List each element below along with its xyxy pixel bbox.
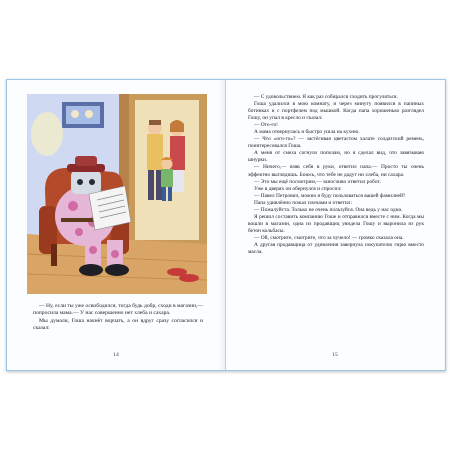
paragraph: — Пожалуйста. Только не очень пользуйся. Она ведь у нас одна. — [254, 206, 403, 213]
illustration — [27, 94, 207, 294]
paragraph: — Ничего,— взяв себя в руки, ответил папа.— Просто ты очень эффектно выглядишь. Боюсь, что тебе не дадут ни хлеба, ни сахара. — [248, 164, 424, 178]
paragraph: Папа удивлённо пожал плечами и ответил: — [254, 199, 352, 206]
paragraph: А меня от смеха согнуло пополам, но я сделал вид, что завязываю шнурки. — [248, 150, 424, 164]
paragraph: — Ой, смотрите, смотрите, что за чучело! — громко сказала она. — [254, 234, 404, 241]
right-page-text — [248, 94, 424, 256]
paragraph: А мама отвернулась и быстро ушла на кухню. — [254, 129, 360, 136]
paragraph: Уже в дверях он обернулся и спросил: — [254, 185, 342, 192]
paragraph: — Что «ого-го»? — застёгивая цветастом халате солдатский ремень, поинтересовался Гоша. — [248, 136, 424, 150]
paragraph: Я решил составить компанию Гоше и отправился вместе с ним. Когда мы вошли в магазин, одна из продавщиц увидела Гошу и выронила из рук бетон кольбасы. — [248, 213, 424, 234]
page-number-right: 15 — [332, 352, 338, 358]
paragraph: А другая продавщица от удивления завернула покупателю гирю вместо масла. — [248, 241, 424, 256]
paragraph: Мы думали, Гоша начнёт ворчать, а он вдруг сразу согласился и сказал: — [33, 317, 203, 332]
illustration-robot-in-armchair — [27, 94, 207, 294]
page-number-left: 14 — [113, 352, 119, 358]
right-page — [226, 80, 444, 370]
paragraph: Гоша удалился в мою комнату, и через минуту появился в папиных ботинках и с портфелем под мышкой. Когда папа хорошенько разглядел Гошу, он упал в кресло и сказал: — [248, 101, 424, 122]
paragraph: — С удовольствием. Я как раз собирался сходить прогуляться. — [254, 94, 398, 100]
paragraph: — Ну, если ты уже освободился, тогда будь добр, сходи в магазин,— попросила мама.— У нас совершенно нет хлеба и сахара. — [33, 303, 203, 317]
paragraph: — Ото-го! — [254, 122, 278, 129]
paragraph: — Павел Петрович, можно я буду пользоваться вашей фамилией? — [254, 192, 406, 199]
paragraph: — Это мы ещё посмотрим,— заносчиво ответил робот. — [254, 178, 381, 185]
book-spread — [6, 79, 446, 371]
left-page-text — [33, 303, 203, 333]
left-page — [7, 80, 226, 370]
